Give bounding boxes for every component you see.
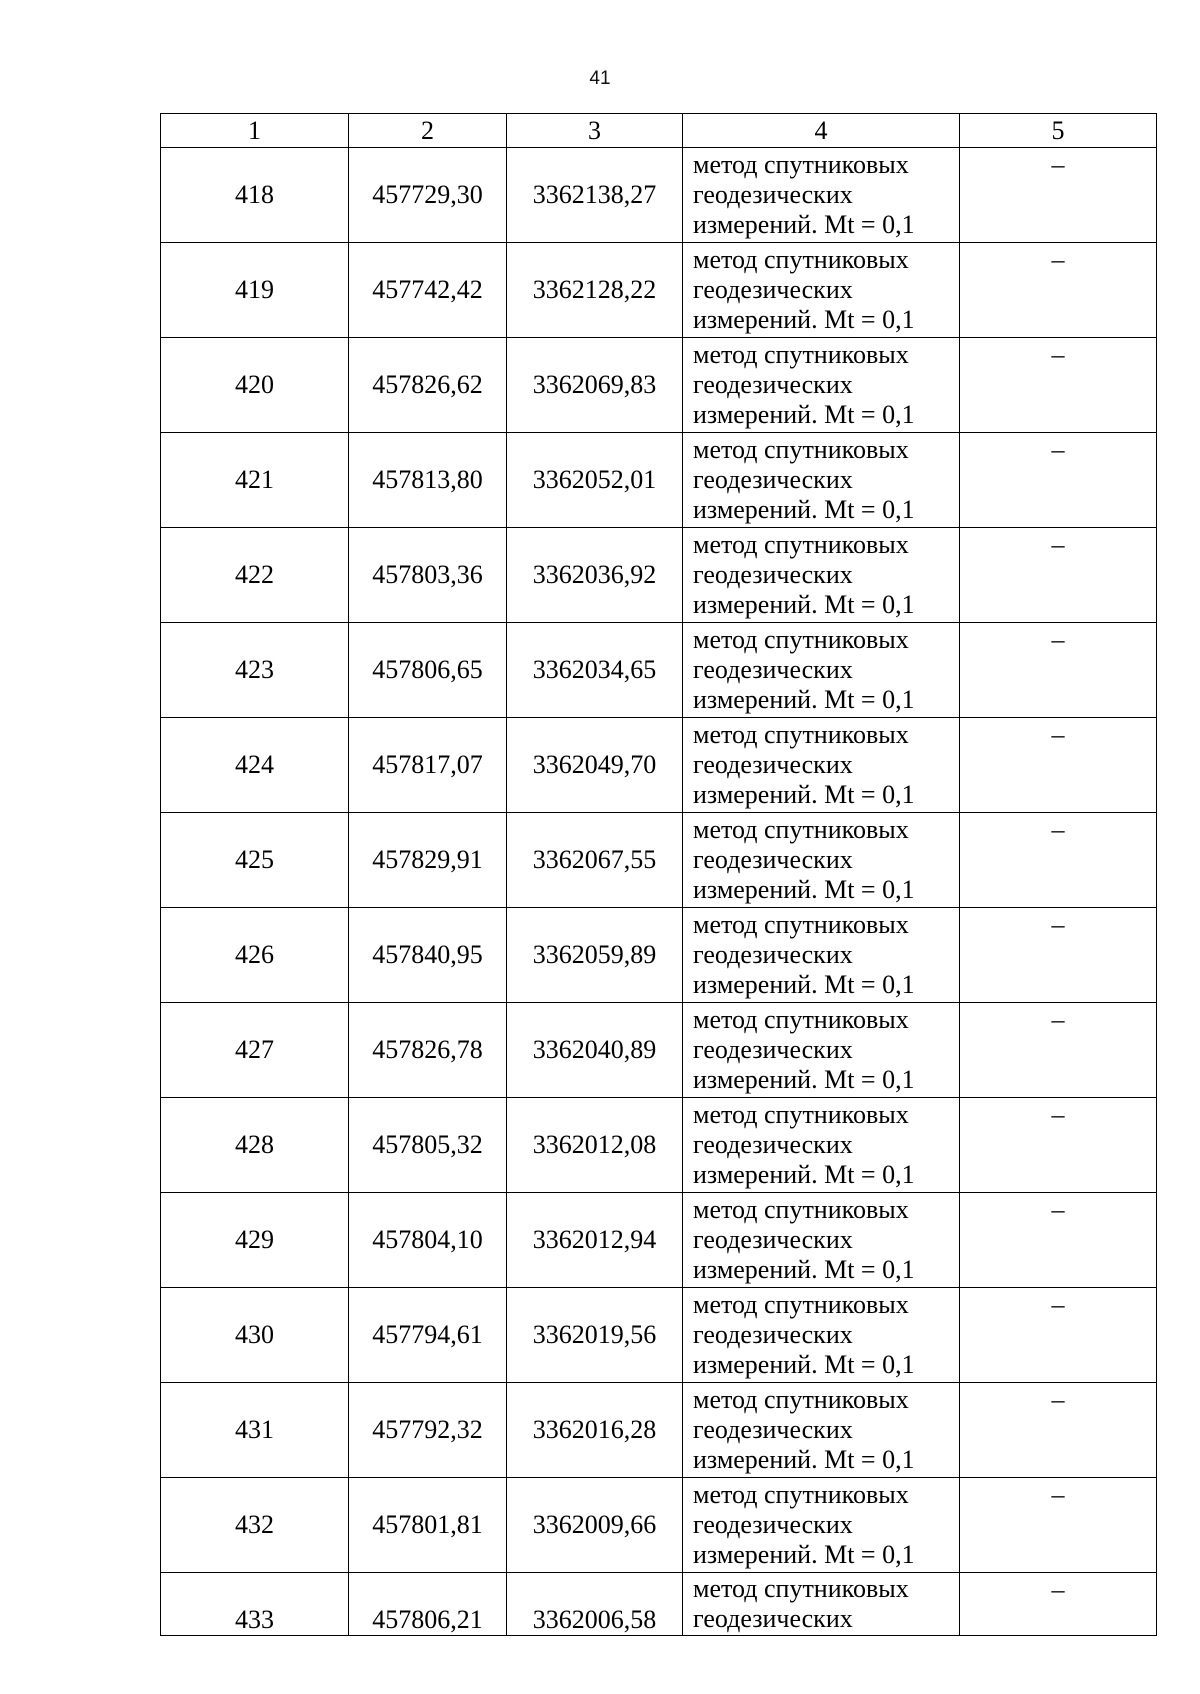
method-line: метод спутниковых <box>693 1574 909 1603</box>
y-coordinate-cell: 3362036,92 <box>507 528 683 623</box>
note-cell: – <box>960 148 1157 243</box>
method-cell <box>683 528 960 623</box>
method-line: геодезических <box>693 655 853 684</box>
method-line: геодезических <box>693 1510 853 1539</box>
table-row <box>161 243 1157 338</box>
y-coordinate-cell: 3362006,58 <box>507 1573 683 1636</box>
note-cell: – <box>960 908 1157 1003</box>
method-cell <box>683 433 960 528</box>
method-line: измерений. Mt = 0,1 <box>693 590 915 619</box>
method-line: измерений. Mt = 0,1 <box>693 1445 915 1474</box>
point-number-cell: 431 <box>161 1383 349 1478</box>
method-cell <box>683 1383 960 1478</box>
note-cell: – <box>960 1098 1157 1193</box>
method-cell <box>683 1478 960 1573</box>
table-row <box>161 718 1157 813</box>
method-cell <box>683 1288 960 1383</box>
note-cell: – <box>960 243 1157 338</box>
y-coordinate-cell: 3362012,94 <box>507 1193 683 1288</box>
method-line: метод спутниковых <box>693 1290 909 1319</box>
method-cell <box>683 718 960 813</box>
method-line: геодезических <box>693 940 853 969</box>
point-number-cell: 429 <box>161 1193 349 1288</box>
method-line: метод спутниковых <box>693 340 909 369</box>
method-line: геодезических <box>693 370 853 399</box>
method-cell <box>683 338 960 433</box>
y-coordinate-cell: 3362012,08 <box>507 1098 683 1193</box>
note-cell: – <box>960 718 1157 813</box>
y-coordinate-cell: 3362069,83 <box>507 338 683 433</box>
point-number-cell: 428 <box>161 1098 349 1193</box>
method-line: измерений. Mt = 0,1 <box>693 1160 915 1189</box>
column-header-5: 5 <box>960 114 1157 148</box>
method-line: метод спутниковых <box>693 150 909 179</box>
point-number-cell: 419 <box>161 243 349 338</box>
table-row <box>161 148 1157 243</box>
y-coordinate-cell: 3362128,22 <box>507 243 683 338</box>
method-line: метод спутниковых <box>693 1005 909 1034</box>
method-line: измерений. Mt = 0,1 <box>693 305 915 334</box>
method-line: геодезических <box>693 1320 853 1349</box>
column-header-1: 1 <box>161 114 349 148</box>
page-number: 41 <box>589 68 611 89</box>
point-number-cell: 425 <box>161 813 349 908</box>
method-line: измерений. Mt = 0,1 <box>693 1540 915 1569</box>
method-line: измерений. Mt = 0,1 <box>693 1255 915 1284</box>
x-coordinate-cell: 457826,62 <box>349 338 507 433</box>
y-coordinate-cell: 3362052,01 <box>507 433 683 528</box>
table-row <box>161 338 1157 433</box>
table-body <box>161 114 1157 1636</box>
point-number-cell: 421 <box>161 433 349 528</box>
note-cell: – <box>960 1003 1157 1098</box>
table-row <box>161 1003 1157 1098</box>
point-number-cell: 433 <box>161 1573 349 1636</box>
method-line: метод спутниковых <box>693 435 909 464</box>
y-coordinate-cell: 3362040,89 <box>507 1003 683 1098</box>
note-cell: – <box>960 1288 1157 1383</box>
method-cell <box>683 623 960 718</box>
method-line: геодезических <box>693 275 853 304</box>
table-row <box>161 1573 1157 1636</box>
column-header-row <box>161 114 1157 148</box>
note-cell: – <box>960 1193 1157 1288</box>
method-line: метод спутниковых <box>693 625 909 654</box>
point-number-cell: 418 <box>161 148 349 243</box>
method-cell <box>683 1098 960 1193</box>
y-coordinate-cell: 3362019,56 <box>507 1288 683 1383</box>
column-header-4: 4 <box>683 114 960 148</box>
x-coordinate-cell: 457826,78 <box>349 1003 507 1098</box>
point-number-cell: 424 <box>161 718 349 813</box>
x-coordinate-cell: 457729,30 <box>349 148 507 243</box>
method-line: геодезических <box>693 750 853 779</box>
method-line: измерений. Mt = 0,1 <box>693 970 915 999</box>
method-cell <box>683 1003 960 1098</box>
y-coordinate-cell: 3362067,55 <box>507 813 683 908</box>
column-header-3: 3 <box>507 114 683 148</box>
table-row <box>161 623 1157 718</box>
y-coordinate-cell: 3362009,66 <box>507 1478 683 1573</box>
point-number-cell: 427 <box>161 1003 349 1098</box>
method-line: измерений. Mt = 0,1 <box>693 495 915 524</box>
x-coordinate-cell: 457804,10 <box>349 1193 507 1288</box>
method-line: измерений. Mt = 0,1 <box>693 1065 915 1094</box>
method-line: метод спутниковых <box>693 1100 909 1129</box>
x-coordinate-cell: 457794,61 <box>349 1288 507 1383</box>
table-row <box>161 1288 1157 1383</box>
note-cell: – <box>960 338 1157 433</box>
point-number-cell: 420 <box>161 338 349 433</box>
method-line: измерений. Mt = 0,1 <box>693 685 915 714</box>
note-cell: – <box>960 1478 1157 1573</box>
method-line: метод спутниковых <box>693 1385 909 1414</box>
point-number-cell: 426 <box>161 908 349 1003</box>
x-coordinate-cell: 457742,42 <box>349 243 507 338</box>
method-line: геодезических <box>693 845 853 874</box>
x-coordinate-cell: 457813,80 <box>349 433 507 528</box>
y-coordinate-cell: 3362059,89 <box>507 908 683 1003</box>
method-line: метод спутниковых <box>693 720 909 749</box>
method-line: измерений. Mt = 0,1 <box>693 875 915 904</box>
method-line: метод спутниковых <box>693 530 909 559</box>
method-cell <box>683 1193 960 1288</box>
method-line: измерений. Mt = 0,1 <box>693 780 915 809</box>
method-cell <box>683 1573 960 1636</box>
table-row <box>161 813 1157 908</box>
x-coordinate-cell: 457803,36 <box>349 528 507 623</box>
method-line: геодезических <box>693 1604 853 1633</box>
y-coordinate-cell: 3362016,28 <box>507 1383 683 1478</box>
y-coordinate-cell: 3362138,27 <box>507 148 683 243</box>
method-line: геодезических <box>693 465 853 494</box>
y-coordinate-cell: 3362034,65 <box>507 623 683 718</box>
method-line: метод спутниковых <box>693 245 909 274</box>
note-cell: – <box>960 813 1157 908</box>
x-coordinate-cell: 457806,65 <box>349 623 507 718</box>
method-cell <box>683 908 960 1003</box>
note-cell: – <box>960 528 1157 623</box>
x-coordinate-cell: 457840,95 <box>349 908 507 1003</box>
method-line: измерений. Mt = 0,1 <box>693 1350 915 1379</box>
method-line: метод спутниковых <box>693 815 909 844</box>
method-line: геодезических <box>693 1035 853 1064</box>
note-cell: – <box>960 433 1157 528</box>
x-coordinate-cell: 457792,32 <box>349 1383 507 1478</box>
method-line: геодезических <box>693 1130 853 1159</box>
method-line: геодезических <box>693 560 853 589</box>
coordinates-table <box>160 113 1157 1636</box>
method-cell <box>683 243 960 338</box>
x-coordinate-cell: 457829,91 <box>349 813 507 908</box>
point-number-cell: 422 <box>161 528 349 623</box>
point-number-cell: 423 <box>161 623 349 718</box>
x-coordinate-cell: 457801,81 <box>349 1478 507 1573</box>
table-row <box>161 1098 1157 1193</box>
table-row <box>161 433 1157 528</box>
note-cell: – <box>960 1573 1157 1636</box>
column-header-2: 2 <box>349 114 507 148</box>
x-coordinate-cell: 457805,32 <box>349 1098 507 1193</box>
table-row <box>161 1383 1157 1478</box>
table-row <box>161 1193 1157 1288</box>
method-line: измерений. Mt = 0,1 <box>693 210 915 239</box>
x-coordinate-cell: 457817,07 <box>349 718 507 813</box>
note-cell: – <box>960 623 1157 718</box>
table-row <box>161 528 1157 623</box>
method-line: геодезических <box>693 1415 853 1444</box>
method-line: метод спутниковых <box>693 1195 909 1224</box>
method-cell <box>683 148 960 243</box>
method-line: геодезических <box>693 1225 853 1254</box>
table-row <box>161 908 1157 1003</box>
y-coordinate-cell: 3362049,70 <box>507 718 683 813</box>
point-number-cell: 430 <box>161 1288 349 1383</box>
x-coordinate-cell: 457806,21 <box>349 1573 507 1636</box>
note-cell: – <box>960 1383 1157 1478</box>
method-line: измерений. Mt = 0,1 <box>693 400 915 429</box>
point-number-cell: 432 <box>161 1478 349 1573</box>
method-line: метод спутниковых <box>693 910 909 939</box>
method-line: метод спутниковых <box>693 1480 909 1509</box>
method-cell <box>683 813 960 908</box>
method-line: геодезических <box>693 180 853 209</box>
table-row <box>161 1478 1157 1573</box>
